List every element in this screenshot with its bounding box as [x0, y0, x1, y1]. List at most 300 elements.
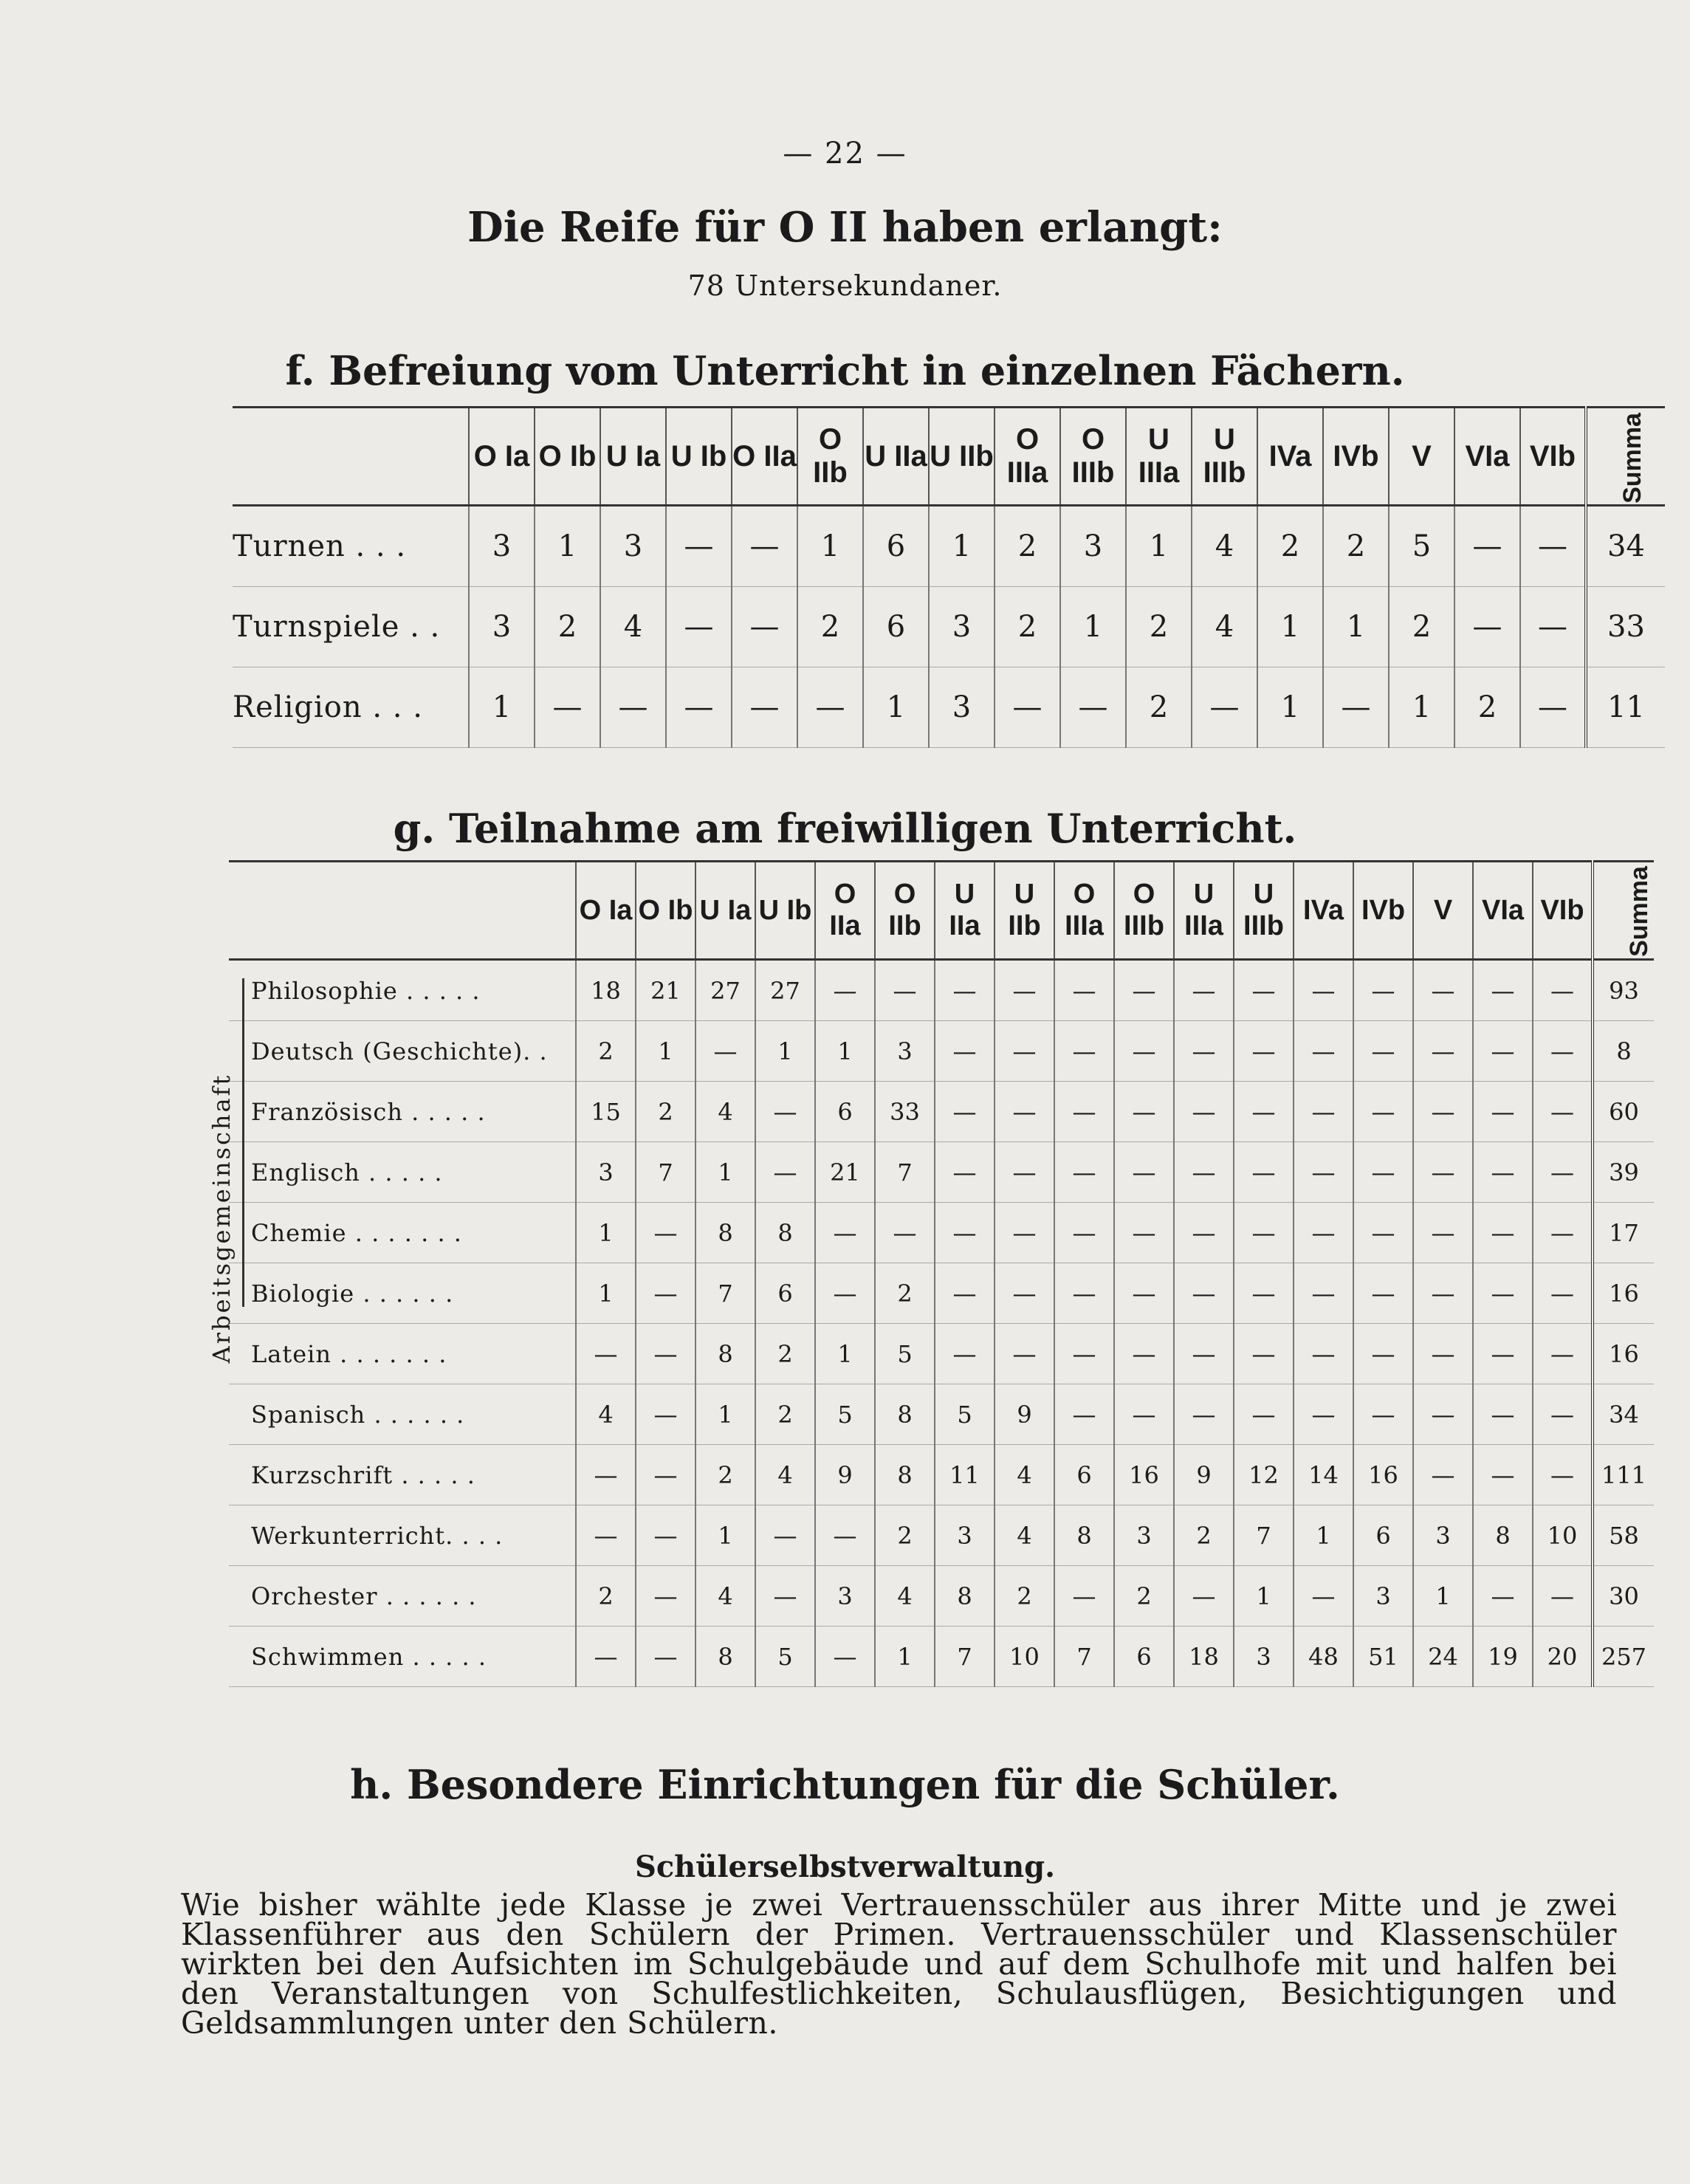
table-cell: — — [666, 506, 732, 587]
table-cell: — — [1533, 1384, 1593, 1445]
table-cell: — — [1413, 1384, 1473, 1445]
table-cell: — — [1473, 1445, 1533, 1505]
table-cell: — — [935, 960, 995, 1021]
table-cell: 2 — [576, 1021, 636, 1082]
table-cell: — — [1520, 587, 1586, 667]
table-cell: — — [1473, 1142, 1533, 1203]
row-label: Biologie . . . . . . — [229, 1263, 576, 1324]
table-cell: 7 — [1054, 1627, 1114, 1687]
table-cell: 2 — [1174, 1505, 1234, 1566]
table-cell: 1 — [1294, 1505, 1353, 1566]
column-header: U IIIa — [1174, 862, 1234, 960]
table-cell: — — [1174, 1263, 1234, 1324]
table-cell: — — [1234, 1082, 1294, 1142]
voluntary-classes-table — [229, 860, 1654, 1687]
table-cell: — — [576, 1445, 636, 1505]
table-cell: — — [636, 1566, 695, 1627]
table-cell: — — [1054, 1142, 1114, 1203]
table-row — [229, 1324, 1654, 1384]
table-cell: 8 — [695, 1627, 755, 1687]
table-cell: 1 — [1389, 667, 1454, 748]
table-cell: — — [1234, 1324, 1294, 1384]
table-cell: — — [1174, 1384, 1234, 1445]
table-cell: — — [732, 587, 797, 667]
row-sum: 257 — [1593, 1627, 1654, 1687]
table-cell: 2 — [535, 587, 600, 667]
section-h-title: h. Besondere Einrichtungen für die Schüler. — [350, 1761, 1340, 1808]
row-label: Philosophie . . . . . — [229, 960, 576, 1021]
table-cell: 1 — [695, 1384, 755, 1445]
column-header: U IIa — [935, 862, 995, 960]
table-cell: — — [1413, 960, 1473, 1021]
table-cell: 1 — [535, 506, 600, 587]
table-cell: — — [1114, 1263, 1174, 1324]
table-cell: — — [1454, 506, 1520, 587]
table-cell: — — [815, 1505, 875, 1566]
row-sum: 111 — [1593, 1445, 1654, 1505]
table-cell: — — [1533, 1203, 1593, 1263]
row-label: Latein . . . . . . . — [229, 1324, 576, 1384]
column-header: O Ib — [535, 408, 600, 506]
table-cell: 6 — [815, 1082, 875, 1142]
table-cell: — — [1413, 1021, 1473, 1082]
table-cell: — — [797, 667, 863, 748]
table-cell: 1 — [797, 506, 863, 587]
table-cell: — — [535, 667, 600, 748]
column-header: O Ia — [576, 862, 636, 960]
table-cell: — — [1192, 667, 1257, 748]
table-cell: 3 — [935, 1505, 995, 1566]
table-cell: 10 — [1533, 1505, 1593, 1566]
column-header: VIb — [1520, 408, 1586, 506]
column-header: U IIIa — [1126, 408, 1192, 506]
row-sum: 39 — [1593, 1142, 1654, 1203]
corner-cell — [233, 408, 469, 506]
column-header: VIa — [1454, 408, 1520, 506]
row-sum: 30 — [1593, 1566, 1654, 1627]
table-cell: — — [636, 1263, 695, 1324]
column-header: IVb — [1353, 862, 1413, 960]
table-cell: 8 — [875, 1384, 935, 1445]
table-cell: 21 — [815, 1142, 875, 1203]
table-cell: — — [1413, 1445, 1473, 1505]
table-cell: — — [1174, 1324, 1234, 1384]
table-cell: — — [995, 960, 1054, 1021]
table-cell: — — [755, 1505, 815, 1566]
table-cell: 9 — [815, 1445, 875, 1505]
table-cell: 10 — [995, 1627, 1054, 1687]
column-header: U Ib — [755, 862, 815, 960]
table-cell: 2 — [1126, 587, 1192, 667]
row-sum: 58 — [1593, 1505, 1654, 1566]
column-header: VIa — [1473, 862, 1533, 960]
table-cell: — — [1533, 960, 1593, 1021]
table-cell: — — [732, 506, 797, 587]
table-cell: 3 — [576, 1142, 636, 1203]
table-cell: — — [1060, 667, 1126, 748]
sum-column-header — [1593, 862, 1654, 960]
table-cell: — — [732, 667, 797, 748]
table-cell: — — [1234, 1384, 1294, 1445]
sum-label: Summa — [1618, 412, 1646, 504]
table-cell: 2 — [1323, 506, 1389, 587]
row-label: Deutsch (Geschichte). . — [229, 1021, 576, 1082]
table-cell: 5 — [1389, 506, 1454, 587]
table-cell: — — [1533, 1082, 1593, 1142]
group-label: Arbeitsgemeinschaft — [207, 1073, 236, 1364]
table-cell: 1 — [695, 1505, 755, 1566]
row-label: Turnspiele . . — [233, 587, 469, 667]
table-cell: — — [1234, 1203, 1294, 1263]
table-cell: 2 — [995, 506, 1060, 587]
table-cell: 7 — [1234, 1505, 1294, 1566]
table-cell: 15 — [576, 1082, 636, 1142]
table-row — [233, 506, 1665, 587]
table-row — [233, 667, 1665, 748]
table-cell: — — [1054, 1263, 1114, 1324]
column-header: V — [1413, 862, 1473, 960]
table-cell: — — [1054, 1021, 1114, 1082]
table-cell: 6 — [755, 1263, 815, 1324]
table-cell: — — [815, 1203, 875, 1263]
table-cell: — — [1294, 1203, 1353, 1263]
table-cell: 7 — [695, 1263, 755, 1324]
table-row — [233, 587, 1665, 667]
table-cell: — — [935, 1021, 995, 1082]
table-cell: 3 — [815, 1566, 875, 1627]
table-cell: — — [1294, 1021, 1353, 1082]
header-row — [229, 862, 1654, 960]
table-cell: — — [1473, 1263, 1533, 1324]
table-cell: 4 — [600, 587, 666, 667]
corner-cell — [229, 862, 576, 960]
row-label: Französisch . . . . . — [229, 1082, 576, 1142]
table-row — [229, 1445, 1654, 1505]
table-cell: — — [815, 1263, 875, 1324]
table-cell: 5 — [815, 1384, 875, 1445]
table-cell: — — [1054, 960, 1114, 1021]
table-cell: — — [755, 1566, 815, 1627]
column-header: O Ib — [636, 862, 695, 960]
table-cell: — — [815, 1627, 875, 1687]
column-header: O IIb — [797, 408, 863, 506]
table-cell: — — [995, 1203, 1054, 1263]
column-header: IVa — [1257, 408, 1323, 506]
row-label: Religion . . . — [233, 667, 469, 748]
table-cell: 8 — [875, 1445, 935, 1505]
table-cell: — — [1353, 1203, 1413, 1263]
table-cell: — — [1473, 1203, 1533, 1263]
table-cell: — — [1054, 1082, 1114, 1142]
table-cell: — — [576, 1324, 636, 1384]
table-cell: 27 — [695, 960, 755, 1021]
table-cell: — — [1353, 1324, 1413, 1384]
table-row — [229, 1142, 1654, 1203]
table-row — [229, 1203, 1654, 1263]
table-cell: 1 — [1234, 1566, 1294, 1627]
table-cell: 2 — [695, 1445, 755, 1505]
table-cell: 21 — [636, 960, 695, 1021]
table-cell: 2 — [636, 1082, 695, 1142]
table-cell: — — [1520, 667, 1586, 748]
row-label: Orchester . . . . . . — [229, 1566, 576, 1627]
column-header: U Ib — [666, 408, 732, 506]
column-header: U IIb — [929, 408, 995, 506]
sum-column-header — [1586, 408, 1665, 506]
table-cell: 3 — [929, 587, 995, 667]
row-label: Kurzschrift . . . . . — [229, 1445, 576, 1505]
table-cell: 1 — [755, 1021, 815, 1082]
table-cell: 6 — [1054, 1445, 1114, 1505]
table-cell: 2 — [995, 1566, 1054, 1627]
table-cell: 7 — [636, 1142, 695, 1203]
table-cell: 48 — [1294, 1627, 1353, 1687]
table-cell: 2 — [1126, 667, 1192, 748]
column-header: V — [1389, 408, 1454, 506]
table-cell: 1 — [815, 1324, 875, 1384]
table-cell: 8 — [935, 1566, 995, 1627]
row-sum: 11 — [1586, 667, 1665, 748]
section-g-title: g. Teilnahme am freiwilligen Unterricht. — [393, 805, 1297, 852]
table-row — [229, 1384, 1654, 1445]
row-label: Englisch . . . . . — [229, 1142, 576, 1203]
table-row — [229, 1566, 1654, 1627]
column-header: U IIIb — [1192, 408, 1257, 506]
table-cell: — — [636, 1384, 695, 1445]
table-row — [229, 1021, 1654, 1082]
table-cell: — — [1533, 1324, 1593, 1384]
table-row — [229, 1505, 1654, 1566]
table-cell: 2 — [797, 587, 863, 667]
table-cell: 3 — [1114, 1505, 1174, 1566]
section-h-subtitle: Schülerselbstverwaltung. — [634, 1850, 1056, 1884]
table-cell: — — [1294, 1324, 1353, 1384]
table-cell: 4 — [695, 1566, 755, 1627]
row-sum: 33 — [1586, 587, 1665, 667]
column-header: U Ia — [600, 408, 666, 506]
column-header: O IIIa — [995, 408, 1060, 506]
table-cell: 2 — [1114, 1566, 1174, 1627]
row-sum: 17 — [1593, 1203, 1654, 1263]
table-cell: — — [1473, 1566, 1533, 1627]
table-cell: 1 — [1323, 587, 1389, 667]
table-cell: — — [875, 960, 935, 1021]
table-cell: — — [995, 1082, 1054, 1142]
table-cell: 8 — [755, 1203, 815, 1263]
column-header: O IIIa — [1054, 862, 1114, 960]
row-sum: 60 — [1593, 1082, 1654, 1142]
table-cell: — — [1114, 1203, 1174, 1263]
table-cell: — — [1114, 1021, 1174, 1082]
table-cell: — — [1533, 1142, 1593, 1203]
table-cell: 24 — [1413, 1627, 1473, 1687]
table-cell: 20 — [1533, 1627, 1593, 1687]
row-sum: 16 — [1593, 1324, 1654, 1384]
table-cell: 1 — [576, 1203, 636, 1263]
sum-label: Summa — [1624, 865, 1653, 957]
table-cell: 1 — [695, 1142, 755, 1203]
table-cell: 16 — [1114, 1445, 1174, 1505]
table-cell: — — [1473, 1384, 1533, 1445]
table-cell: — — [576, 1505, 636, 1566]
table-cell: 14 — [1294, 1445, 1353, 1505]
column-header: VIb — [1533, 862, 1593, 960]
row-sum: 34 — [1593, 1384, 1654, 1445]
table-cell: — — [1174, 1566, 1234, 1627]
table-cell: — — [1473, 960, 1533, 1021]
table-cell: 3 — [1353, 1566, 1413, 1627]
table-cell: 2 — [1257, 506, 1323, 587]
table-cell: 3 — [1234, 1627, 1294, 1687]
row-sum: 34 — [1586, 506, 1665, 587]
table-cell: 4 — [995, 1505, 1054, 1566]
table-cell: 4 — [576, 1384, 636, 1445]
table-cell: — — [995, 1142, 1054, 1203]
table-cell: — — [1353, 1021, 1413, 1082]
table-cell: — — [935, 1324, 995, 1384]
exemption-table — [233, 406, 1665, 748]
table-cell: 1 — [1257, 667, 1323, 748]
table-cell: — — [1413, 1203, 1473, 1263]
table-cell: 19 — [1473, 1627, 1533, 1687]
table-cell: 6 — [863, 506, 929, 587]
table-cell: — — [1294, 960, 1353, 1021]
table-cell: — — [995, 667, 1060, 748]
column-header: IVb — [1323, 408, 1389, 506]
table-cell: — — [1454, 587, 1520, 667]
table-cell: — — [1174, 1021, 1234, 1082]
table-cell: — — [666, 587, 732, 667]
table-cell: — — [1174, 1142, 1234, 1203]
column-header: U IIa — [863, 408, 929, 506]
table-cell: — — [935, 1082, 995, 1142]
table-cell: 3 — [469, 587, 535, 667]
section-h-paragraph: Wie bisher wählte jede Klasse je zwei Vertrauensschüler aus ihrer Mitte und je zwei Klassenführer aus den Schülern der Primen. Vertrauensschüler und Klassenschüler wirkten bei den Aufsichten im Schulgebäude und auf dem Schulhofe mit und halfen bei den Veranstaltungen von Schulfestlichkeiten, Schulausflügen, Besichtigungen und Geldsammlungen unter den Schülern. — [181, 1887, 1617, 2041]
table-cell: 12 — [1234, 1445, 1294, 1505]
row-sum: 16 — [1593, 1263, 1654, 1324]
table-cell: 1 — [1413, 1566, 1473, 1627]
row-sum: 8 — [1593, 1021, 1654, 1082]
table-cell: — — [1413, 1263, 1473, 1324]
table-cell: — — [1294, 1566, 1353, 1627]
table-cell: 8 — [1054, 1505, 1114, 1566]
table-cell: — — [1054, 1324, 1114, 1384]
table-cell: — — [636, 1627, 695, 1687]
table-cell: — — [755, 1082, 815, 1142]
column-header: IVa — [1294, 862, 1353, 960]
table-cell: 2 — [875, 1505, 935, 1566]
table-cell: 6 — [863, 587, 929, 667]
table-cell: 1 — [1126, 506, 1192, 587]
row-label: Chemie . . . . . . . — [229, 1203, 576, 1263]
table-cell: — — [1473, 1324, 1533, 1384]
table-cell: 2 — [576, 1566, 636, 1627]
table-cell: — — [1294, 1263, 1353, 1324]
table-cell: 3 — [1060, 506, 1126, 587]
table-cell: — — [1054, 1203, 1114, 1263]
table-cell: — — [1353, 960, 1413, 1021]
group-brace — [242, 978, 252, 1307]
table-cell: — — [1114, 960, 1174, 1021]
table-cell: 4 — [995, 1445, 1054, 1505]
table-cell: — — [1114, 1324, 1174, 1384]
table-cell: 2 — [1389, 587, 1454, 667]
table-cell: 1 — [863, 667, 929, 748]
table-cell: — — [755, 1142, 815, 1203]
table-cell: 9 — [1174, 1445, 1234, 1505]
table-cell: — — [1294, 1142, 1353, 1203]
table-cell: — — [1234, 1142, 1294, 1203]
table-cell: 2 — [755, 1324, 815, 1384]
table-cell: — — [1114, 1142, 1174, 1203]
column-header: U IIb — [995, 862, 1054, 960]
table-cell: — — [636, 1505, 695, 1566]
table-cell: 2 — [995, 587, 1060, 667]
table-cell: — — [1054, 1566, 1114, 1627]
table-cell: — — [1533, 1021, 1593, 1082]
table-cell: — — [995, 1021, 1054, 1082]
table-cell: — — [1353, 1384, 1413, 1445]
table-cell: — — [636, 1324, 695, 1384]
table-cell: 2 — [1454, 667, 1520, 748]
table-cell: 4 — [875, 1566, 935, 1627]
table-cell: 4 — [695, 1082, 755, 1142]
column-header: O IIIb — [1060, 408, 1126, 506]
table-cell: 27 — [755, 960, 815, 1021]
table-cell: 8 — [695, 1203, 755, 1263]
table-cell: — — [1413, 1082, 1473, 1142]
row-sum: 93 — [1593, 960, 1654, 1021]
table-cell: — — [1054, 1384, 1114, 1445]
table-cell: — — [995, 1263, 1054, 1324]
table-cell: 6 — [1114, 1627, 1174, 1687]
table-cell: 7 — [875, 1142, 935, 1203]
table-cell: 1 — [929, 506, 995, 587]
table-cell: 4 — [1192, 587, 1257, 667]
reife-subtitle: 78 Untersekundaner. — [687, 269, 1003, 302]
table-row — [229, 1627, 1654, 1687]
table-cell: — — [1114, 1082, 1174, 1142]
table-cell: — — [1533, 1445, 1593, 1505]
table-cell: 9 — [995, 1384, 1054, 1445]
table-cell: — — [666, 667, 732, 748]
table-cell: 4 — [1192, 506, 1257, 587]
table-cell: 1 — [636, 1021, 695, 1082]
table-cell: — — [1473, 1021, 1533, 1082]
table-cell: 5 — [935, 1384, 995, 1445]
table-cell: 3 — [469, 506, 535, 587]
table-cell: — — [1294, 1082, 1353, 1142]
table-cell: 3 — [929, 667, 995, 748]
table-cell: 1 — [875, 1627, 935, 1687]
table-cell: 1 — [469, 667, 535, 748]
table-cell: 7 — [935, 1627, 995, 1687]
table-cell: — — [1353, 1263, 1413, 1324]
table-cell: — — [1413, 1324, 1473, 1384]
column-header: O IIa — [732, 408, 797, 506]
row-label: Spanisch . . . . . . — [229, 1384, 576, 1445]
table-cell: 18 — [1174, 1627, 1234, 1687]
table-cell: — — [1294, 1384, 1353, 1445]
row-label: Schwimmen . . . . . — [229, 1627, 576, 1687]
table-cell: 3 — [875, 1021, 935, 1082]
row-label: Turnen . . . — [233, 506, 469, 587]
table-cell: 2 — [875, 1263, 935, 1324]
table-cell: — — [1353, 1142, 1413, 1203]
table-cell: 11 — [935, 1445, 995, 1505]
table-cell: — — [636, 1203, 695, 1263]
table-cell: 1 — [815, 1021, 875, 1082]
